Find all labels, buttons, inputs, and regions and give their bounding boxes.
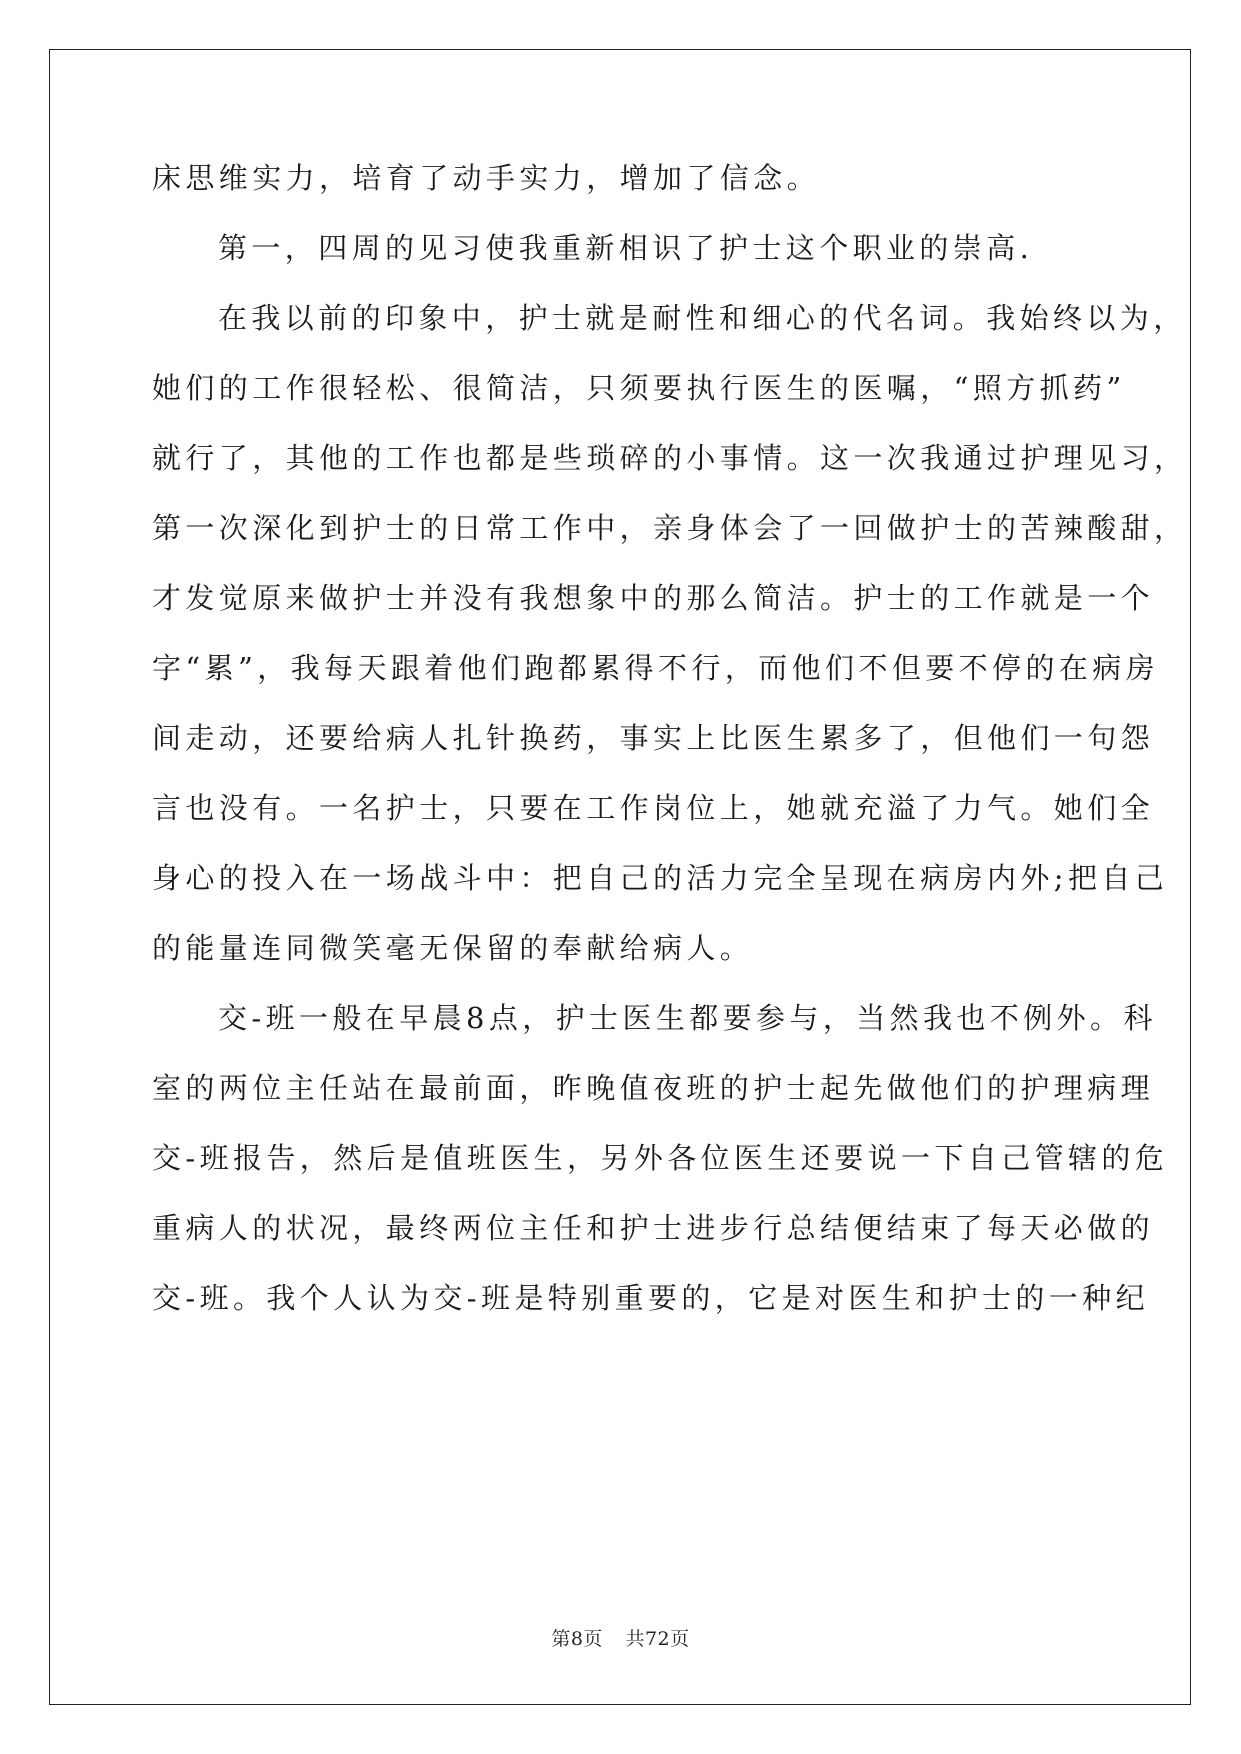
text-line: 交-班报告，然后是值班医生，另外各位医生还要说一下自己管辖的危: [152, 1141, 1169, 1175]
page-footer: [0, 1624, 1241, 1651]
text-line: 的能量连同微笑毫无保留的奉献给病人。: [152, 931, 754, 965]
text-line: 第一，四周的见习使我重新相识了护士这个职业的崇高.: [218, 231, 1034, 265]
text-line: 在我以前的印象中，护士就是耐性和细心的代名词。我始终以为，: [218, 301, 1187, 335]
page-total: 共72页: [625, 1628, 690, 1650]
text-line: 就行了，其他的工作也都是些琐碎的小事情。这一次我通过护理见习，: [152, 441, 1188, 475]
text-line: 重病人的状况，最终两位主任和护士进步行总结便结束了每天必做的: [152, 1211, 1155, 1245]
text-line: 交-班一般在早晨8点，护士医生都要参与，当然我也不例外。科: [218, 1001, 1157, 1035]
text-line: 交-班。我个人认为交-班是特别重要的，它是对医生和护士的一种纪: [152, 1281, 1149, 1315]
page-number: 第8页: [551, 1628, 603, 1650]
text-line: 字“累”，我每天跟着他们跑都累得不行，而他们不但要不停的在病房: [152, 651, 1160, 685]
text-line: 室的两位主任站在最前面，昨晚值夜班的护士起先做他们的护理病理: [152, 1071, 1155, 1105]
text-line: 言也没有。一名护士，只要在工作岗位上，她就充溢了力气。她们全: [152, 791, 1155, 825]
text-line: 第一次深化到护士的日常工作中，亲身体会了一回做护士的苦辣酸甜，: [152, 511, 1188, 545]
text-line: 床思维实力，培育了动手实力，增加了信念。: [152, 161, 821, 195]
text-line: 身心的投入在一场战斗中：把自己的活力完全呈现在病房内外;把自己: [152, 861, 1169, 895]
text-line: 间走动，还要给病人扎针换药，事实上比医生累多了，但他们一句怨: [152, 721, 1155, 755]
body-text: [152, 160, 1188, 1350]
text-line: 才发觉原来做护士并没有我想象中的那么简洁。护士的工作就是一个: [152, 581, 1155, 615]
text-line: 她们的工作很轻松、很简洁，只须要执行医生的医嘱，“照方抓药”: [152, 371, 1126, 405]
